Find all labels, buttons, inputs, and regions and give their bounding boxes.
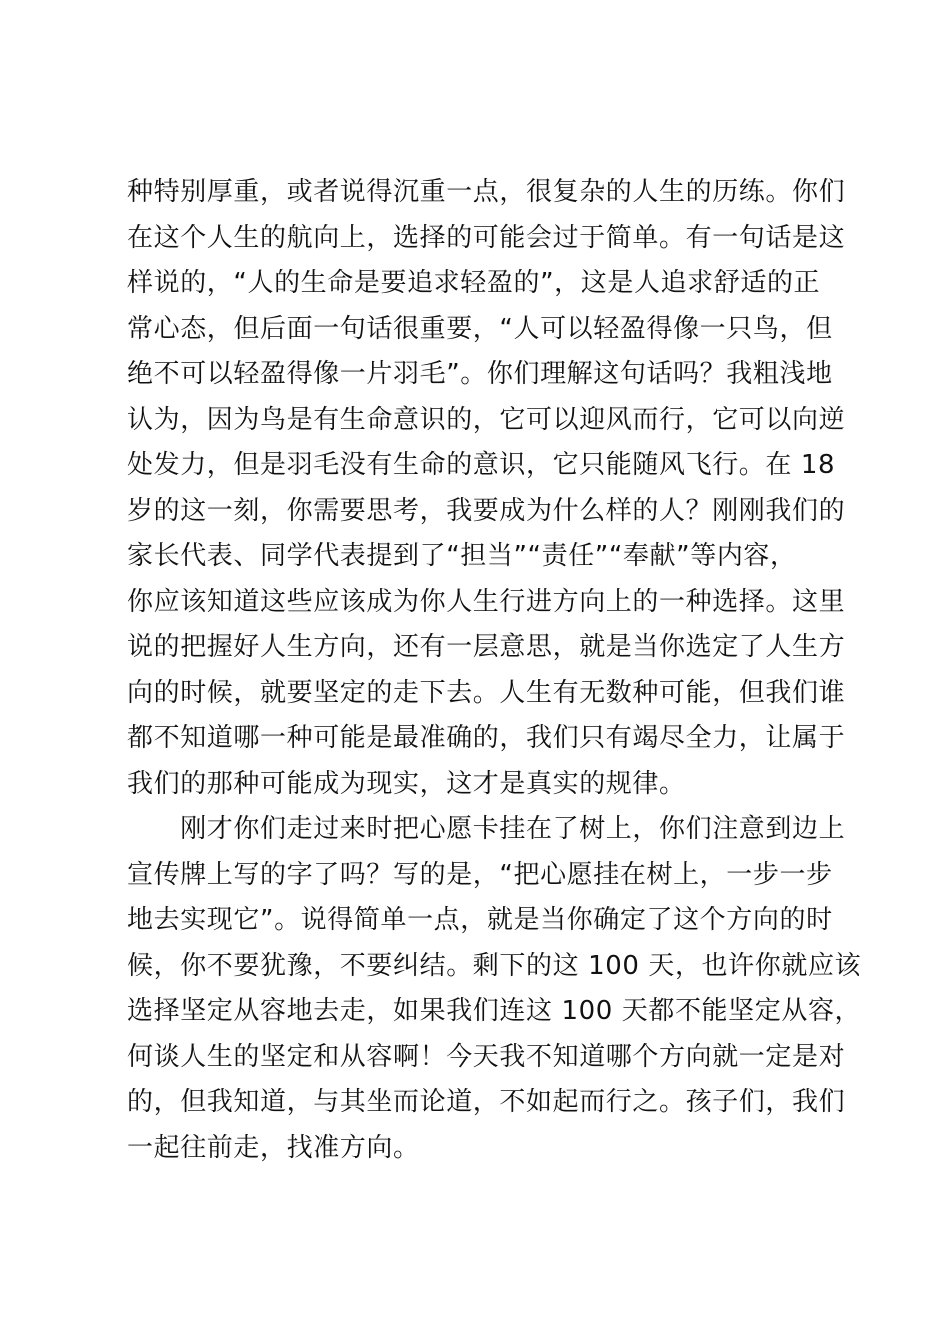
paragraph-2 bbox=[127, 807, 862, 1171]
text-line: 你应该知道这些应该成为你人生行进方向上的一种选择。这里 bbox=[127, 586, 846, 617]
text-line: 岁的这一刻，你需要思考，我要成为什么样的人？刚刚我们的 bbox=[127, 495, 846, 526]
paragraph-1 bbox=[127, 170, 847, 807]
text-line: 处发力，但是羽毛没有生命的意识，它只能随风飞行。在 18 bbox=[127, 450, 836, 480]
text-line: 认为，因为鸟是有生命意识的，它可以迎风而行，它可以向逆 bbox=[127, 404, 846, 435]
text-line: 样说的，“人的生命是要追求轻盈的”，这是人追求舒适的正 bbox=[127, 268, 821, 298]
text-line: 刚才你们走过来时把心愿卡挂在了树上，你们注意到边上 bbox=[127, 814, 846, 844]
text-line: 候，你不要犹豫，不要纠结。剩下的这 100 天，也许你就应该 bbox=[127, 950, 862, 981]
text-line: 地去实现它”。说得简单一点，就是当你确定了这个方向的时 bbox=[127, 905, 833, 935]
text-line: 常心态，但后面一句话很重要，“人可以轻盈得像一只鸟，但 bbox=[127, 313, 833, 344]
text-line: 都不知道哪一种可能是最准确的，我们只有竭尽全力，让属于 bbox=[127, 723, 846, 753]
body-text bbox=[127, 170, 862, 1171]
text-line: 种特别厚重，或者说得沉重一点，很复杂的人生的历练。你们 bbox=[127, 177, 846, 207]
text-line: 的，但我知道，与其坐而论道，不如起而行之。孩子们，我们 bbox=[127, 1087, 846, 1117]
text-line: 绝不可以轻盈得像一片羽毛”。你们理解这句话吗？我粗浅地 bbox=[127, 359, 833, 389]
text-line: 我们的那种可能成为现实，这才是真实的规律。 bbox=[127, 768, 686, 799]
text-line: 何谈人生的坚定和从容啊！今天我不知道哪个方向就一定是对 bbox=[127, 1041, 846, 1072]
text-line: 一起往前走，找准方向。 bbox=[127, 1132, 420, 1163]
text-line: 向的时候，就要坚定的走下去。人生有无数种可能，但我们谁 bbox=[127, 677, 846, 708]
text-line: 宣传牌上写的字了吗？写的是，“把心愿挂在树上，一步一步 bbox=[127, 859, 833, 890]
text-line: 家长代表、同学代表提到了“担当”“责任”“奉献”等内容， bbox=[127, 541, 797, 571]
text-line: 说的把握好人生方向，还有一层意思，就是当你选定了人生方 bbox=[127, 632, 846, 662]
text-line: 选择坚定从容地去走，如果我们连这 100 天都不能坚定从容， bbox=[127, 996, 862, 1026]
text-line: 在这个人生的航向上，选择的可能会过于简单。有一句话是这 bbox=[127, 222, 846, 253]
